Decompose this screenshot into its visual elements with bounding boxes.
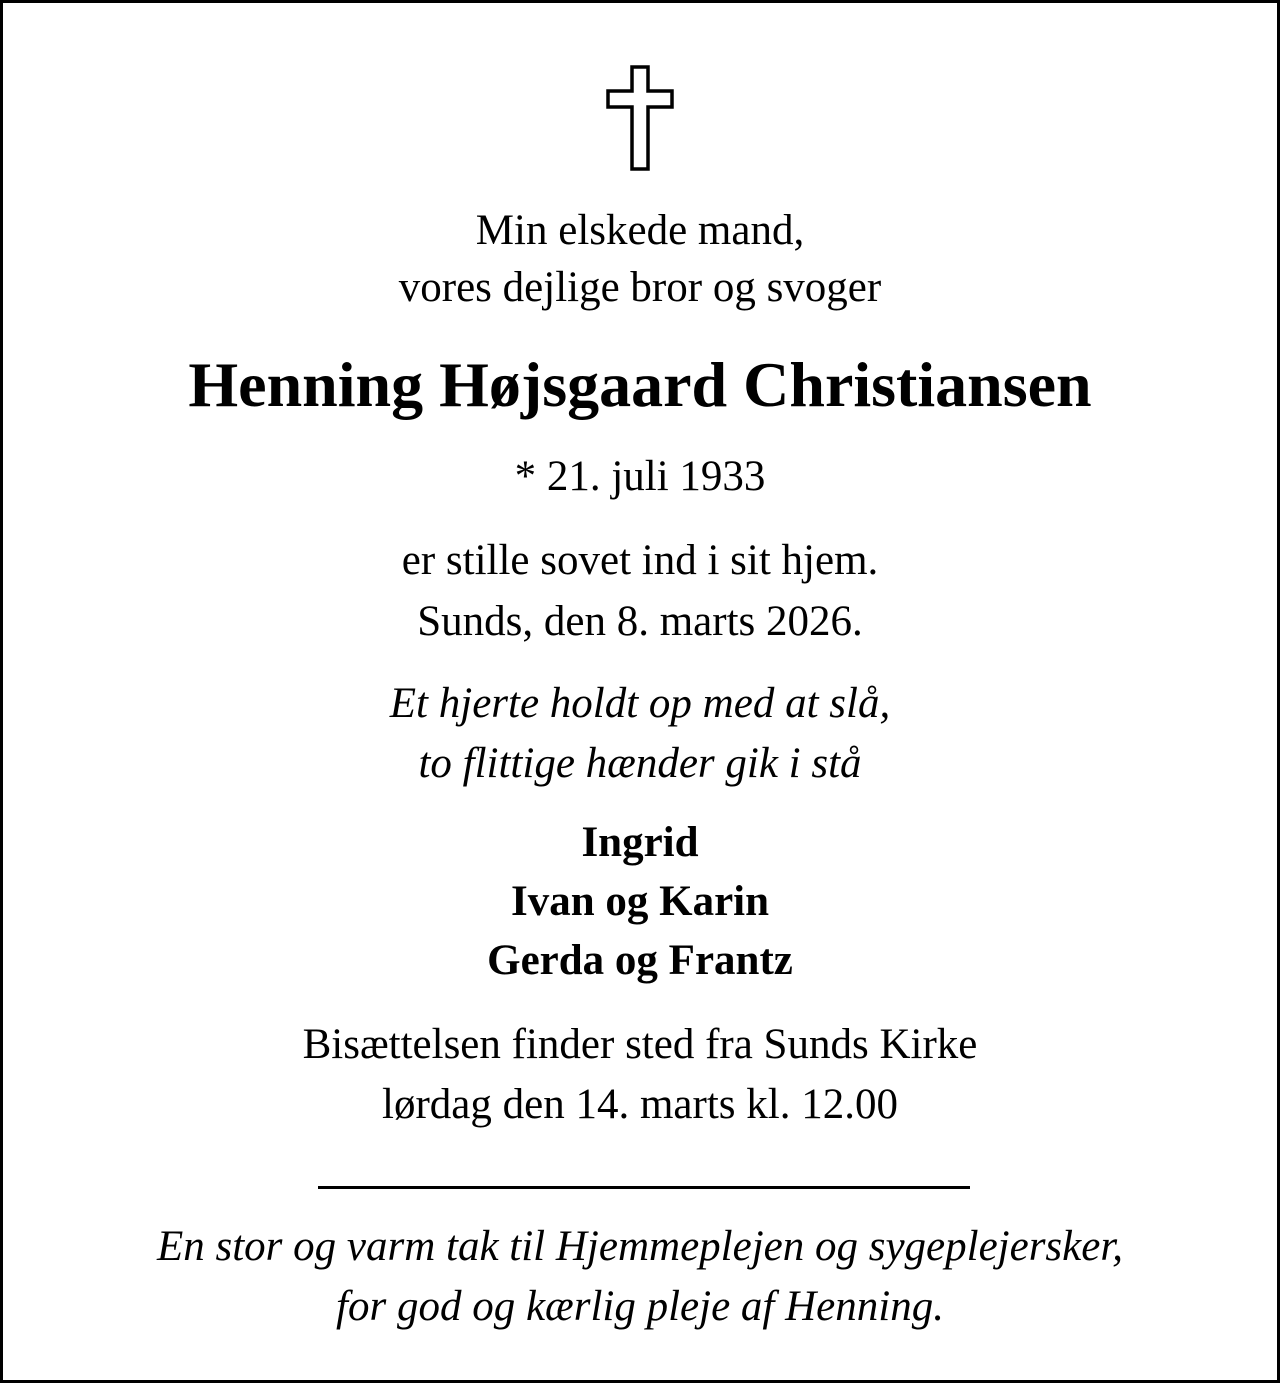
divider [318,1186,970,1189]
verse-line-1: Et hjerte holdt op med at slå, [389,680,891,727]
thanks-line-2: for god og kærlig pleje af Henning. [336,1283,944,1330]
funeral-line-1: Bisættelsen finder sted fra Sunds Kirke [302,1021,978,1068]
intro-line-1: Min elskede mand, [475,207,805,254]
mourner-2: Ivan og Karin [510,878,770,925]
birth-date: * 21. juli 1933 [514,453,766,500]
verse-line-2: to flittige hænder gik i stå [418,740,862,787]
cross-icon [3,65,1277,171]
mourner-1: Ingrid [581,819,699,866]
death-line-1: er stille sovet ind i sit hjem. [401,537,879,584]
funeral-line-2: lørdag den 14. marts kl. 12.00 [382,1081,898,1128]
deceased-name: Henning Højsgaard Christiansen [188,349,1092,420]
intro-line-2: vores dejlige bror og svoger [398,264,882,311]
mourner-3: Gerda og Frantz [487,937,793,984]
death-line-2: Sunds, den 8. marts 2026. [417,598,863,645]
thanks-line-1: En stor og varm tak til Hjemmeplejen og sygeplejersker, [156,1223,1124,1270]
